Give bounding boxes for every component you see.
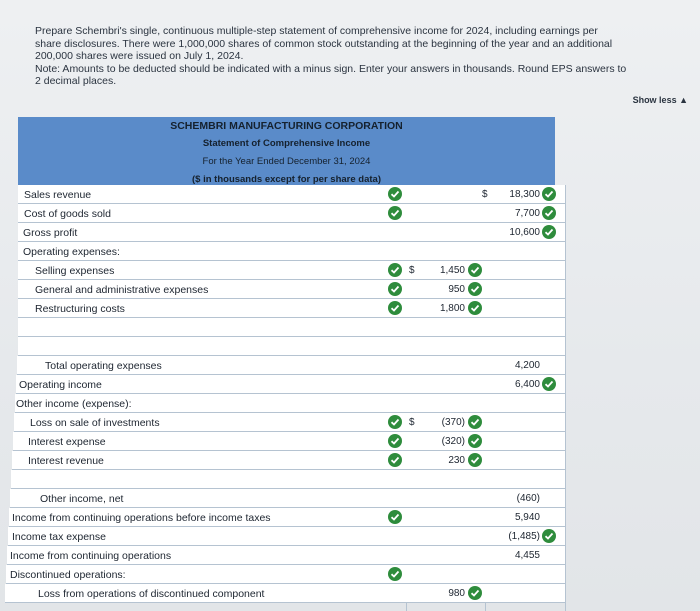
amount-input-col1[interactable]: (320) [441,436,465,447]
table-row [18,223,565,242]
check-icon [388,415,402,429]
amount-input-col2[interactable]: 4,455 [514,550,540,561]
check-icon [468,415,482,429]
check-icon [468,586,482,600]
amount-input-col2[interactable]: 10,600 [509,227,540,238]
row-label[interactable]: Selling expenses [35,265,115,277]
check-icon [542,206,556,220]
dollar-sign: $ [409,265,415,276]
row-label[interactable]: Income from continuing operations before income taxes [12,512,271,524]
row-label[interactable]: General and administrative expenses [35,284,209,296]
amount-input-col1[interactable]: 1,450 [439,265,465,276]
check-icon [542,187,556,201]
row-label[interactable]: Operating income [19,379,102,391]
show-less-link[interactable]: Show less ▲ [632,95,688,105]
check-icon [388,567,402,581]
amount-input-col2[interactable]: 18,300 [509,189,540,200]
statement-units: ($ in thousands except for per share data) [192,174,381,185]
statement-period: For the Year Ended December 31, 2024 [202,156,371,167]
statement-title: Statement of Comprehensive Income [202,138,371,149]
row-label[interactable]: Operating expenses: [23,246,120,258]
row-label[interactable]: Interest revenue [28,455,104,467]
check-icon [468,453,482,467]
amount-input-col2[interactable]: (1,485) [508,531,540,542]
dollar-sign: $ [409,417,415,428]
row-label[interactable]: Gross profit [23,227,78,239]
check-icon [468,263,482,277]
row-label[interactable]: Other income (expense): [16,398,132,410]
check-icon [542,377,556,391]
check-icon [542,529,556,543]
row-label[interactable]: Restructuring costs [35,303,125,315]
row-label[interactable]: Discontinued operations: [10,569,126,581]
amount-input-col1[interactable]: 230 [448,455,465,466]
row-label[interactable]: Cost of goods sold [24,208,111,220]
instructions-line: 200,000 shares were issued on July 1, 2024. [35,50,244,62]
check-icon [542,225,556,239]
check-icon [388,434,402,448]
check-icon [388,263,402,277]
row-label[interactable]: Income from continuing operations [10,550,172,562]
dollar-sign: $ [482,189,488,200]
table-row [11,470,565,489]
check-icon [388,510,402,524]
amount-input-col1[interactable]: 1,800 [439,303,465,314]
row-label[interactable]: Loss from operations of discontinued component [38,588,265,600]
check-icon [388,453,402,467]
instructions-line: Prepare Schembri's single, continuous multiple-step statement of comprehensive income for 2024, including earnings per [35,25,598,37]
check-icon [468,282,482,296]
instructions-note: Note: Amounts to be deducted should be indicated with a minus sign. Enter your answers in thousands. Round EPS answers to [35,62,627,75]
check-icon [388,301,402,315]
table-row [18,337,565,356]
check-icon [388,282,402,296]
amount-input-col2[interactable]: 5,940 [514,512,540,523]
row-label[interactable]: Sales revenue [24,189,92,201]
instructions-line: share disclosures. There were 1,000,000 shares of common stock outstanding at the beginning of the year and an additional [35,37,613,50]
row-label[interactable]: Total operating expenses [45,360,162,372]
instructions-note: 2 decimal places. [35,75,117,87]
check-icon [388,187,402,201]
row-label[interactable]: Other income, net [40,493,124,505]
amount-input-col2[interactable]: (460) [516,493,540,504]
amount-input-col1[interactable]: (370) [441,417,465,428]
amount-input-col1[interactable]: 980 [448,588,465,599]
amount-input-col2[interactable]: 7,700 [514,208,540,219]
row-label[interactable]: Interest expense [28,436,106,448]
instructions [35,25,700,88]
check-icon [468,301,482,315]
income-statement-table [0,185,700,611]
table-row [18,318,565,337]
check-icon [468,434,482,448]
amount-input-col2[interactable]: 4,200 [514,360,540,371]
company-name: SCHEMBRI MANUFACTURING CORPORATION [170,120,403,132]
check-icon [388,206,402,220]
row-label[interactable]: Loss on sale of investments [30,417,160,429]
amount-input-col1[interactable]: 950 [448,284,465,295]
row-label[interactable]: Income tax expense [12,531,106,543]
column-divider [565,185,566,611]
amount-input-col2[interactable]: 6,400 [514,379,540,390]
